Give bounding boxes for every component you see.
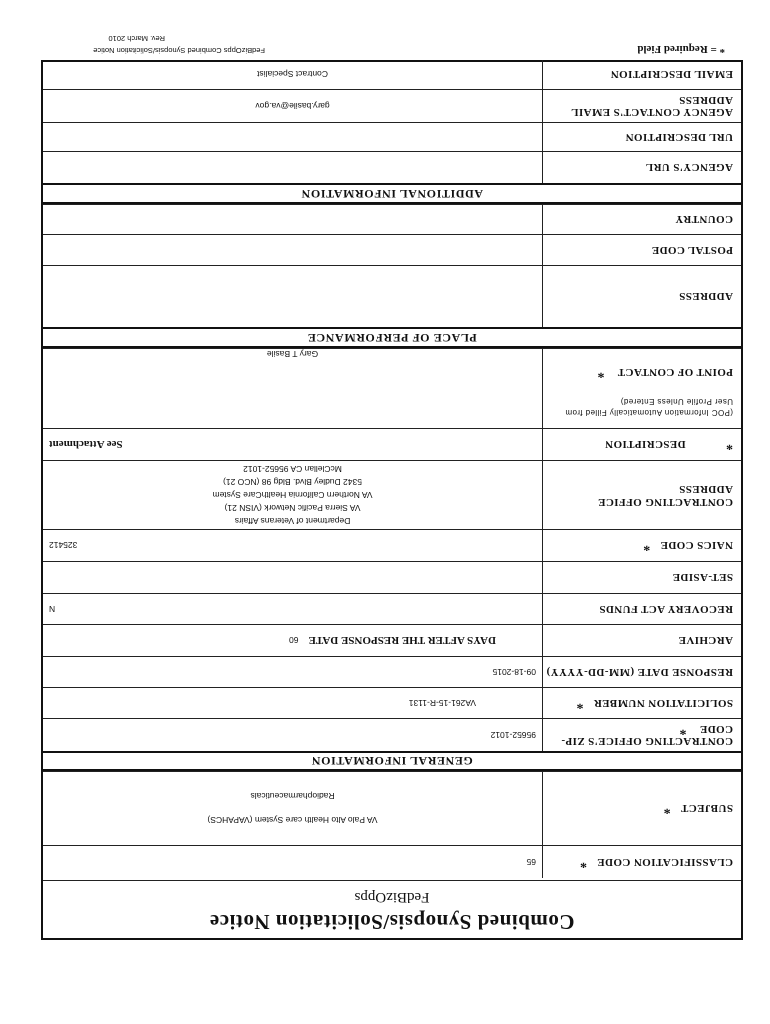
country-value[interactable] [49,205,536,234]
setaside-value[interactable] [49,562,536,593]
form-header [43,880,741,938]
section-title: PLACE OF PERFORMANCE [307,331,477,345]
classification-value[interactable]: 65 [526,857,536,867]
office-address-line: Department of Veterans Affairs [234,516,351,527]
section-title: ADDITIONAL INFORMATION [301,187,483,201]
subject-line: Radiopharmaceuticals [250,791,335,802]
url-description-value[interactable] [49,123,536,151]
email-description-row [43,60,741,89]
subject-label: SUBJECT [680,802,733,815]
section-title: GENERAL INFORMATION [311,754,473,768]
response-date-row [43,656,741,687]
country-label: COUNTRY [674,213,733,226]
email-description-label: EMAIL DESCRIPTION [610,68,733,81]
poc-note: (POC Information Automatically Filled from User Profile Unless Entered) [565,397,733,417]
office-address-value[interactable] [49,461,536,529]
required-asterisk: * [663,801,671,817]
zip-row [43,718,741,751]
agency-url-value[interactable] [49,152,536,183]
naics-label: NAICS CODE [660,539,733,552]
archive-row [43,624,741,656]
description-row [43,428,741,460]
office-address-line: 5342 Dudley Blvd. Bldg 98 (NCO 21) [223,477,362,488]
postal-code-row [43,234,741,265]
recovery-row [43,593,741,624]
agency-url-label-cell [542,152,741,183]
place-of-performance-header [43,327,741,348]
subject-value[interactable] [49,772,536,845]
poc-row [43,348,741,428]
agency-email-label: AGENCY CONTACT'S EMAIL ADDRESS [571,94,733,118]
archive-label-cell [542,625,741,656]
email-description-label-cell [542,60,741,89]
response-date-value[interactable]: 09-18-2015 [492,667,536,677]
place-address-row [43,265,741,327]
place-address-label-cell [542,266,741,327]
place-address-value[interactable] [49,266,536,327]
subject-row [43,771,741,845]
classification-label-cell [542,846,741,878]
poc-value[interactable]: Gary T Basile [266,349,319,359]
email-description-value[interactable]: Contract Specialist [257,69,328,80]
url-description-row [43,122,741,151]
classification-row [43,845,741,878]
setaside-label-cell [542,562,741,593]
postal-code-label: POSTAL CODE [651,244,733,256]
classification-label: CLASSIFICATION CODE [596,856,733,868]
general-information-header [43,751,741,771]
description-value[interactable]: See Attachment [49,438,123,451]
solicitation-value[interactable]: VA261-15-R-1131 [408,698,476,708]
zip-value[interactable]: 95652-1012 [490,730,536,740]
postal-code-value[interactable] [49,235,536,265]
required-asterisk: * [579,855,587,870]
agency-email-value[interactable]: gary.basile@va.gov [255,101,330,111]
office-address-line: VA Northern California HealthCare System [212,490,373,501]
zip-label: CONTRACTING OFFICE'S ZIP-CODE [561,723,733,747]
subject-line: VA Palo Alto Health care System (VAPAHCS) [207,815,378,826]
office-address-line: VA Sierra Pacific Network (VISN 21) [224,503,361,514]
form-footer [93,32,265,56]
subject-label-cell [542,772,741,845]
postal-code-label-cell [542,235,741,265]
response-date-label-cell [542,657,741,687]
office-address-row [43,460,741,529]
form-revision: Rev. March 2010 [108,34,165,43]
required-asterisk: * [597,365,605,380]
required-asterisk: * [642,538,651,554]
form-subtitle: FedBizOpps [354,889,430,905]
archive-days[interactable]: 60 [289,635,299,646]
office-address-label: CONTRACTING OFFICE ADDRESS [597,483,733,508]
archive-value-cell [49,625,536,656]
solicitation-label-cell [542,688,741,718]
solicitation-row [43,687,741,718]
country-label-cell [542,205,741,234]
solicitation-form [41,60,743,940]
zip-label-cell [542,719,741,751]
place-address-label: ADDRESS [678,290,733,303]
office-address-line: McClellan CA 95652-1012 [243,464,342,475]
description-label: DESCRIPTION [604,438,686,451]
recovery-label-cell [542,594,741,624]
additional-information-header [43,183,741,204]
required-asterisk: * [725,437,733,453]
agency-email-row [43,89,741,122]
response-date-label: RESPONSE DATE (MM-DD-YYYY) [546,666,733,678]
required-asterisk: * [679,722,687,737]
setaside-row [43,561,741,593]
archive-label: ARCHIVE [678,634,733,647]
recovery-value[interactable]: N [49,604,56,614]
naics-row [43,529,741,561]
description-label-cell [542,429,741,460]
poc-label-cell [542,349,741,428]
required-asterisk: * [576,696,584,711]
archive-text: DAYS AFTER THE RESPONSE DATE [308,634,496,647]
required-field-note: * = Required Field [637,43,725,55]
form-name-footer: FedBizOpps Combined Synopsis/Solicitation Notice [93,46,265,55]
agency-email-label-cell [542,90,741,122]
naics-label-cell [542,530,741,561]
url-description-label: URL DESCRIPTION [625,131,733,143]
setaside-label: SET-ASIDE [672,571,733,584]
poc-label: POINT OF CONTACT [617,366,733,378]
office-address-label-cell [542,461,741,529]
agency-url-row [43,151,741,183]
url-description-label-cell [542,123,741,151]
naics-value[interactable]: 325412 [49,540,78,551]
country-row [43,204,741,234]
recovery-label: RECOVERY ACT FUNDS [599,603,733,615]
solicitation-label: SOLICITATION NUMBER [593,697,733,709]
form-title: Combined Synopsis/Solicitation Notice [209,910,575,934]
agency-url-label: AGENCY'S URL [645,161,733,174]
